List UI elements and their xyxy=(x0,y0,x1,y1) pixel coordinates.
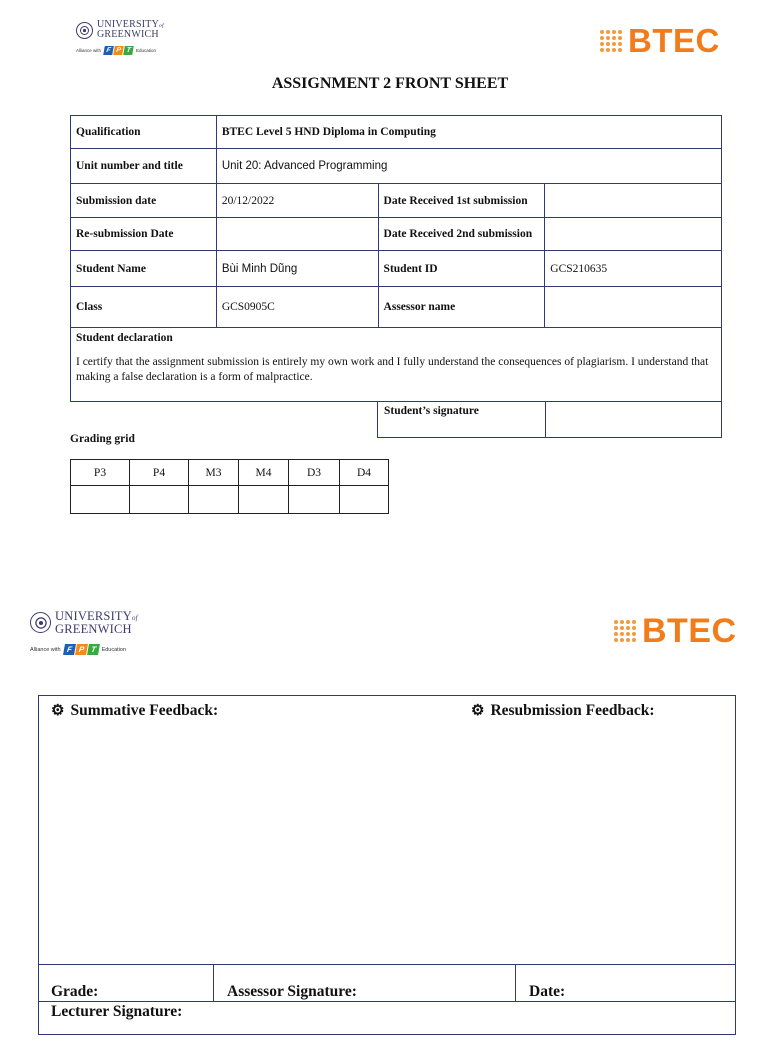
table-row xyxy=(71,218,722,251)
assessor-signature-cell[interactable] xyxy=(213,965,516,1002)
feedback-box xyxy=(38,695,736,1035)
grade-header: D3 xyxy=(289,460,340,486)
grade-cell[interactable] xyxy=(39,965,214,1002)
grade-cell[interactable] xyxy=(340,486,389,514)
student-name-label: Student Name xyxy=(71,251,217,287)
class-value: GCS0905C xyxy=(216,287,378,328)
student-name-value: Bùi Minh Dũng xyxy=(216,251,378,287)
table-row xyxy=(71,287,722,328)
summative-feedback-heading: ⚙ Summative Feedback: xyxy=(51,702,219,719)
grade-header: M4 xyxy=(239,460,289,486)
grade-label: Grade: xyxy=(51,983,99,1000)
student-id-label: Student ID xyxy=(378,251,545,287)
alliance-fpt: Alliance with F P T Education xyxy=(30,645,127,655)
student-signature-field[interactable] xyxy=(546,402,722,438)
table-row xyxy=(71,328,722,402)
grade-header: P4 xyxy=(130,460,189,486)
table-row xyxy=(71,116,722,149)
university-logo xyxy=(30,610,138,655)
submission-date-label: Submission date xyxy=(71,184,217,218)
fpt-logo: F P T xyxy=(64,644,99,655)
grading-grid-label: Grading grid xyxy=(70,433,135,445)
received-first-label: Date Received 1st submission xyxy=(378,184,545,218)
lecturer-signature-label: Lecturer Signature: xyxy=(51,1003,183,1020)
table-row xyxy=(71,460,389,486)
btec-dots-icon xyxy=(614,620,636,642)
grading-grid xyxy=(70,459,389,514)
btec-logo xyxy=(614,614,737,648)
received-first-value xyxy=(545,184,722,218)
alliance-fpt: Alliance with F P T Education xyxy=(76,47,157,54)
grade-cell[interactable] xyxy=(71,486,130,514)
btec-dots-icon xyxy=(600,30,622,52)
grade-header: D4 xyxy=(340,460,389,486)
btec-wordmark: BTEC xyxy=(642,612,737,650)
grade-cell[interactable] xyxy=(289,486,340,514)
resubmission-date-label: Re-submission Date xyxy=(71,218,217,251)
unit-value: Unit 20: Advanced Programming xyxy=(216,149,721,184)
btec-wordmark: BTEC xyxy=(628,22,720,59)
table-row xyxy=(71,486,389,514)
student-id-value: GCS210635 xyxy=(545,251,722,287)
table-row xyxy=(71,184,722,218)
btec-logo xyxy=(600,24,720,57)
university-name: UNIVERSITYof GREENWICH xyxy=(55,609,138,636)
assessor-signature-label: Assessor Signature: xyxy=(227,983,357,1000)
grade-header: P3 xyxy=(71,460,130,486)
class-label: Class xyxy=(71,287,217,328)
lecturer-row xyxy=(39,1001,735,1042)
unit-label: Unit number and title xyxy=(71,149,217,184)
grade-cell[interactable] xyxy=(189,486,239,514)
declaration-title: Student declaration xyxy=(76,332,173,344)
university-logo xyxy=(76,20,164,55)
qualification-value: BTEC Level 5 HND Diploma in Computing xyxy=(216,116,721,149)
fpt-logo: F P T xyxy=(104,46,133,55)
grade-cell[interactable] xyxy=(239,486,289,514)
grade-cell[interactable] xyxy=(130,486,189,514)
resubmission-feedback-heading: ⚙ Resubmission Feedback: xyxy=(471,702,655,719)
grade-row xyxy=(39,964,735,1002)
front-sheet-table xyxy=(70,115,722,402)
gear-icon: ⚙ xyxy=(51,702,65,719)
assessor-name-label: Assessor name xyxy=(378,287,545,328)
resubmission-date-value xyxy=(216,218,378,251)
university-name: UNIVERSITYof GREENWICH xyxy=(97,19,164,40)
table-row xyxy=(71,251,722,287)
student-signature-label: Student’s signature xyxy=(378,402,546,438)
table-row xyxy=(71,149,722,184)
assessor-name-value xyxy=(545,287,722,328)
grade-header: M3 xyxy=(189,460,239,486)
received-second-label: Date Received 2nd submission xyxy=(378,218,545,251)
submission-date-value: 20/12/2022 xyxy=(216,184,378,218)
gear-icon: ⚙ xyxy=(471,702,485,719)
page-title: ASSIGNMENT 2 FRONT SHEET xyxy=(271,75,509,92)
declaration-text: I certify that the assignment submission is entirely my own work and I fully understand the consequences of plagiarism. I understand that making a false declaration is a form of malpractice. xyxy=(76,356,709,383)
university-crest-icon xyxy=(76,22,93,39)
date-label: Date: xyxy=(529,983,566,1000)
qualification-label: Qualification xyxy=(71,116,217,149)
declaration-cell xyxy=(71,328,722,402)
signature-table xyxy=(377,401,722,438)
university-crest-icon xyxy=(30,612,51,633)
received-second-value xyxy=(545,218,722,251)
